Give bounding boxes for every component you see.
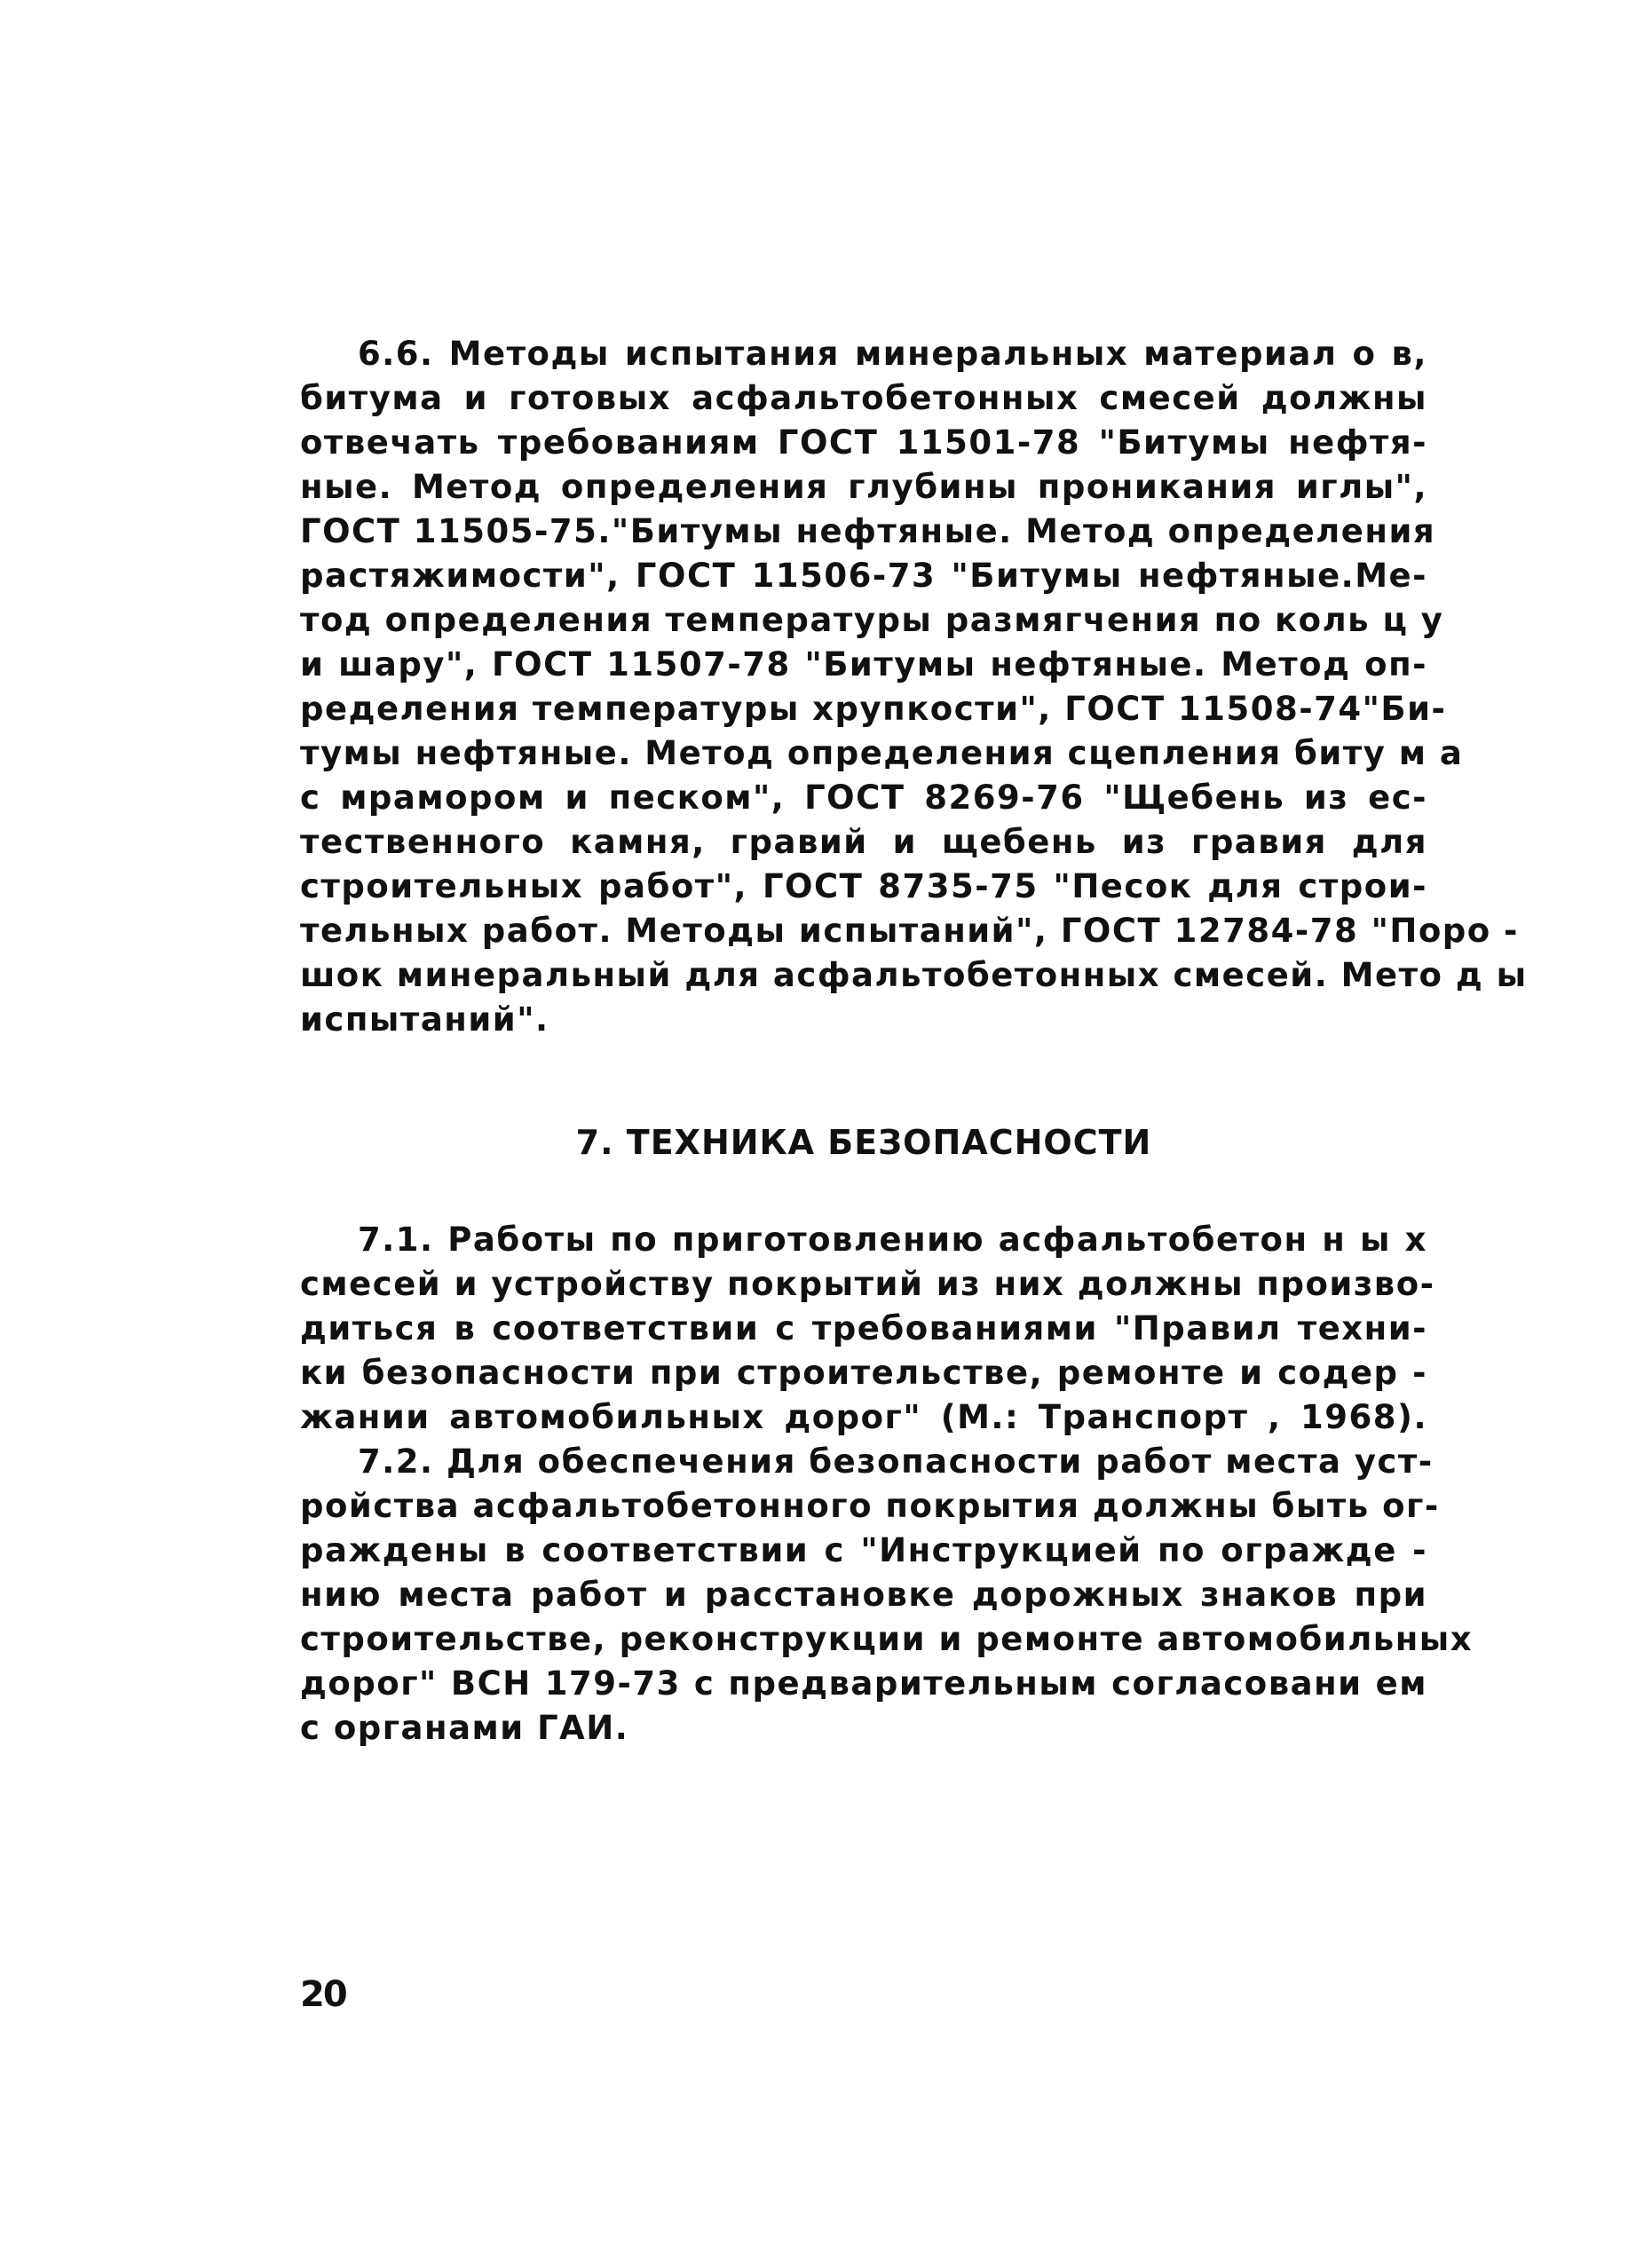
text-line: раждены в соответствии с "Инструкцией по огражде -: [300, 1531, 1427, 1569]
text-line: с мрамором и песком", ГОСТ 8269-76 "Щебень из ес-: [300, 778, 1427, 817]
text-line: тественного камня, гравий и щебень из гравия для: [300, 823, 1427, 861]
text-line: отвечать требованиям ГОСТ 11501-78 "Битумы нефтя-: [300, 423, 1427, 462]
text-line: с органами ГАИ.: [300, 1709, 629, 1747]
text-line: 7.2. Для обеспечения безопасности работ места уст-: [358, 1442, 1434, 1481]
text-line: битума и готовых асфальтобетонных смесей должны: [300, 379, 1427, 417]
text-line: 6.6. Методы испытания минеральных материал о в,: [358, 335, 1427, 373]
text-line: ные. Метод определения глубины проникания иглы",: [300, 468, 1427, 506]
text-line: строительных работ", ГОСТ 8735-75 "Песок для строи-: [300, 867, 1427, 905]
text-line: растяжимости", ГОСТ 11506-73 "Битумы нефтяные.Ме-: [300, 557, 1427, 595]
text-line: тельных работ. Методы испытаний", ГОСТ 12784-78 "Поро -: [300, 912, 1519, 950]
section-7-paragraphs: [300, 1218, 1474, 1750]
text-line: шок минеральный для асфальтобетонных смесей. Мето д ы: [300, 956, 1528, 994]
text-line: и шару", ГОСТ 11507-78 "Битумы нефтяные. Метод оп-: [300, 645, 1427, 684]
text-line: нию места работ и расстановке дорожных знаков при: [300, 1576, 1427, 1614]
text-line: дорог" ВСН 179-73 с предварительным согласовани ем: [300, 1664, 1427, 1703]
text-line: испытаний".: [300, 1000, 549, 1039]
text-line: ределения температуры хрупкости", ГОСТ 11508-74"Би-: [300, 690, 1447, 728]
text-line: диться в соответствии с требованиями "Правил техни-: [300, 1309, 1427, 1347]
text-line: ГОСТ 11505-75."Битумы нефтяные. Метод определения: [300, 512, 1436, 550]
section-heading: 7. ТЕХНИКА БЕЗОПАСНОСТИ: [575, 1123, 1152, 1162]
text-line: ки безопасности при строительстве, ремонте и содер -: [300, 1354, 1427, 1392]
text-line: жании автомобильных дорог" (М.: Транспорт , 1968).: [300, 1398, 1427, 1436]
section-6-6-paragraph: [300, 332, 1528, 1042]
text-line: тод определения температуры размягчения по коль ц у: [300, 601, 1444, 639]
text-line: ройства асфальтобетонного покрытия должны быть ог-: [300, 1487, 1440, 1525]
text-line: 7.1. Работы по приготовлению асфальтобетон н ы х: [358, 1221, 1427, 1259]
page-number: 20: [300, 1974, 346, 2015]
text-line: смесей и устройству покрытий из них должны произво-: [300, 1265, 1435, 1303]
text-line: строительстве, реконструкции и ремонте автомобильных: [300, 1620, 1474, 1658]
text-line: тумы нефтяные. Метод определения сцепления биту м а: [300, 734, 1464, 772]
